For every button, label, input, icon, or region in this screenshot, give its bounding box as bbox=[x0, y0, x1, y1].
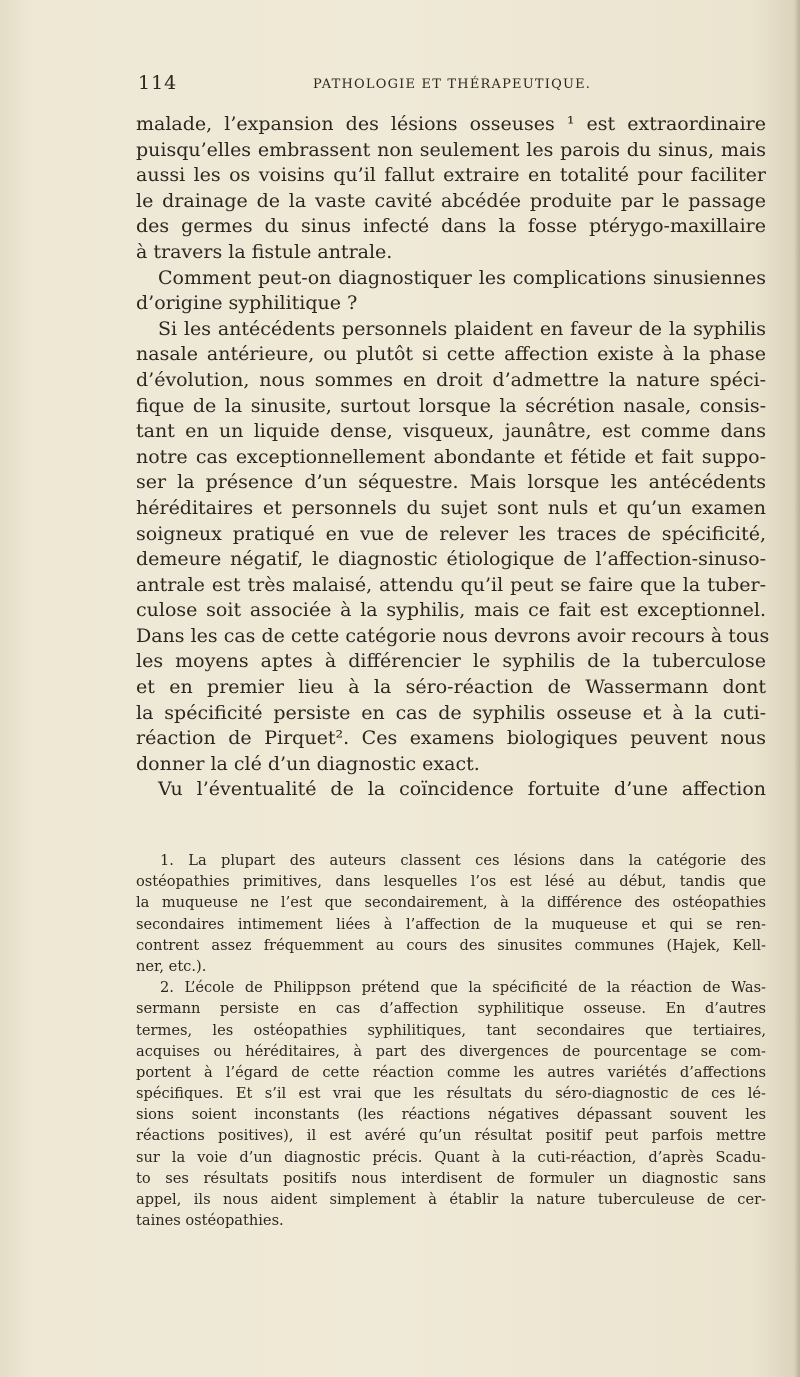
footnote-line: to ses résultats positifs nous interdisent de formuler un diagnostic sans bbox=[136, 1169, 766, 1187]
footnote-line: appel, ils nous aident simplement à établir la nature tuberculeuse de cer- bbox=[136, 1191, 766, 1208]
body-line: d’évolution, nous sommes en droit d’admettre la nature spéci- bbox=[136, 368, 766, 391]
running-title: PATHOLOGIE ET THÉRAPEUTIQUE. bbox=[313, 77, 592, 92]
body-line: Si les antécédents personnels plaident en faveur de la syphilis bbox=[158, 317, 766, 340]
footnote-line: 1. La plupart des auteurs classent ces lésions dans la catégorie des bbox=[160, 852, 766, 869]
page-header bbox=[138, 72, 766, 100]
body-line: culose soit associée à la syphilis, mais ce fait est exceptionnel. bbox=[136, 599, 766, 622]
body-line: fique de la sinusite, surtout lorsque la sécrétion nasale, consis- bbox=[136, 394, 766, 417]
body-line: Comment peut-on diagnostiquer les complications sinusiennes bbox=[158, 266, 766, 289]
footnote-line: taines ostéopathies. bbox=[136, 1212, 284, 1230]
body-line: notre cas exceptionnellement abondante et fétide et fait suppo- bbox=[136, 445, 766, 468]
body-line: ser la présence d’un séquestre. Mais lorsque les antécédents bbox=[136, 471, 766, 494]
footnote-line: portent à l’égard de cette réaction comme les autres variétés d’affections bbox=[136, 1063, 766, 1081]
body-line: d’origine syphilitique ? bbox=[136, 292, 358, 315]
body-line: et en premier lieu à la séro-réaction de Wassermann dont bbox=[136, 676, 766, 699]
page-edge-shadow bbox=[794, 0, 800, 1377]
body-line: puisqu’elles embrassent non seulement les parois du sinus, mais bbox=[136, 138, 766, 161]
footnote-line: sions soient inconstants (les réactions négatives dépassant souvent les bbox=[136, 1106, 766, 1124]
footnote-line: ner, etc.). bbox=[136, 957, 207, 975]
footnotes bbox=[136, 850, 766, 1231]
body-line: réaction de Pirquet². Ces examens biologiques peuvent nous bbox=[136, 727, 766, 750]
footnote-line: contrent assez fréquemment au cours des sinusites communes (Hajek, Kell- bbox=[136, 936, 766, 954]
body-line: aussi les os voisins qu’il fallut extraire en totalité pour faciliter bbox=[136, 164, 766, 187]
footnote-line: réactions positives), il est avéré qu’un résultat positif peut parfois mettre bbox=[136, 1127, 766, 1145]
body-line: demeure négatif, le diagnostic étiologique de l’affection-sinuso- bbox=[136, 548, 766, 571]
footnote-line: acquises ou héréditaires, à part des divergences de pourcentage se com- bbox=[136, 1042, 766, 1060]
body-line: héréditaires et personnels du sujet sont nuls et qu’un examen bbox=[136, 496, 766, 519]
body-line: les moyens aptes à différencier le syphilis de la tuberculose bbox=[136, 650, 766, 673]
body-text bbox=[136, 112, 770, 803]
body-line: soigneux pratiqué en vue de relever les traces de spécificité, bbox=[136, 522, 766, 545]
page-number: 114 bbox=[138, 72, 178, 94]
body-line: antrale est très malaisé, attendu qu’il peut se faire que la tuber- bbox=[136, 573, 766, 596]
body-line: la spécificité persiste en cas de syphilis osseuse et à la cuti- bbox=[136, 701, 766, 724]
body-line: donner la clé d’un diagnostic exact. bbox=[136, 752, 480, 775]
footnote-line: sur la voie d’un diagnostic précis. Quant à la cuti-réaction, d’après Scadu- bbox=[136, 1148, 766, 1166]
body-line: Dans les cas de cette catégorie nous devrons avoir recours à tous bbox=[136, 624, 770, 647]
footnote-line: termes, les ostéopathies syphilitiques, tant secondaires que tertiaires, bbox=[136, 1021, 766, 1039]
body-line: Vu l’éventualité de la coïncidence fortuite d’une affection bbox=[158, 778, 766, 801]
footnote-line: 2. L’école de Philippson prétend que la spécificité de la réaction de Was- bbox=[160, 979, 766, 997]
body-line: nasale antérieure, ou plutôt si cette affection existe à la phase bbox=[136, 343, 766, 366]
body-line: à travers la fistule antrale. bbox=[136, 240, 393, 263]
footnote-line: la muqueuse ne l’est que secondairement, à la différence des ostéopathies bbox=[136, 894, 766, 912]
body-line: malade, l’expansion des lésions osseuses ¹ est extraordinaire bbox=[136, 113, 766, 135]
footnote-line: secondaires intimement liées à l’affection de la muqueuse et qui se ren- bbox=[136, 915, 766, 933]
footnote-line: ostéopathies primitives, dans lesquelles l’os est lésé au début, tandis que bbox=[136, 873, 766, 891]
footnote-line: sermann persiste en cas d’affection syphilitique osseuse. En d’autres bbox=[136, 1000, 766, 1018]
footnote-line: spécifiques. Et s’il est vrai que les résultats du séro-diagnostic de ces lé- bbox=[136, 1085, 766, 1103]
body-line: des germes du sinus infecté dans la fosse ptérygo-maxillaire bbox=[136, 215, 766, 238]
body-line: tant en un liquide dense, visqueux, jaunâtre, est comme dans bbox=[136, 420, 766, 443]
body-line: le drainage de la vaste cavité abcédée produite par le passage bbox=[136, 189, 766, 212]
